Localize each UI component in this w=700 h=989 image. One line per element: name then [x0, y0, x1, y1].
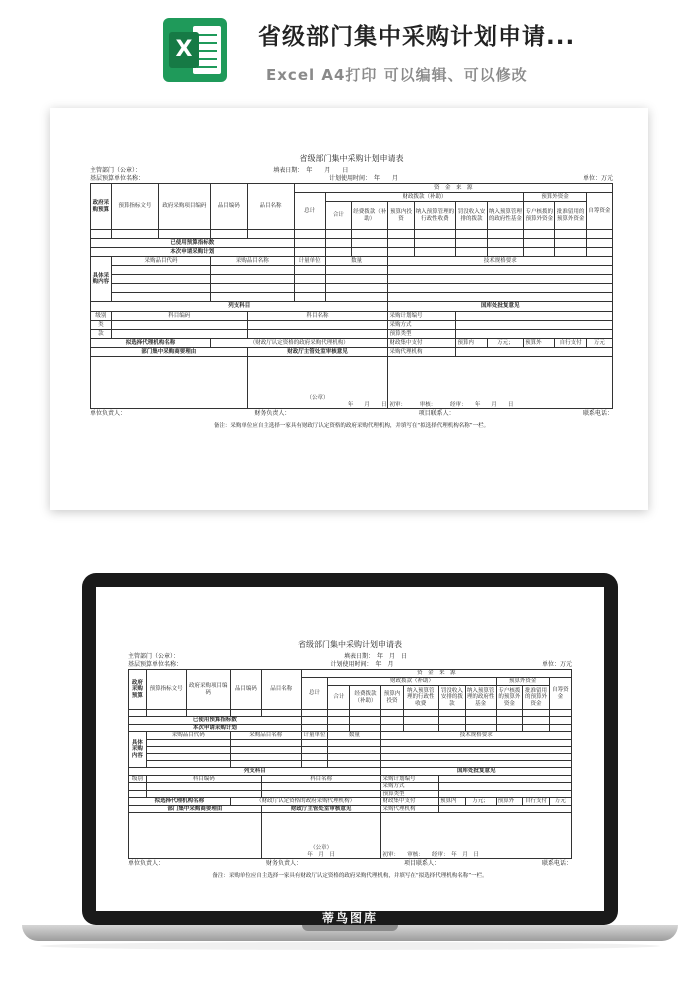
laptop-frame	[82, 573, 618, 925]
form-note: 备注：采购单位应自主选择一家具有财政厅认定资格的政府采购代理机构，并填写在“拟选择代理机构名称”一栏。	[213, 423, 490, 429]
header	[0, 0, 700, 100]
meta-row-1	[90, 167, 613, 175]
unit-label: 单位：万元	[582, 175, 613, 182]
form-table: 政府采购预算 预算指标文号 政府采购项目编码 品目编码 品目名称 资 金 来 源 总计 财政拨款（补助） 预算外资金 自筹资金 合计 经费拨款（补助） 预算内投资 纳入预算管理的行政性收费 罚没收入安排的拨款 纳入预算管理的政府性基金 专户核拨的预算外资金 批准留用的预算外资金 已使用预算指标数 本次申请采购计划 具体采购内容 采购品目代码 采购品目名称 计量单位 数量 技术规格要求 列支科目 国库处批复意见 级别 科目编码 科目名称 采购计划编号 类 采购方式 款 预算类型 拟选择代理机构名称 （财政厅认定资格的政府采购代理机构） 财政集中支付 预算内 万元； 预算外 自行支付 万元 部门集中采购商要理由 财政厅主管处室审核意见 采购代理机构 （公章） 年 月 日 初审： 审核： 经审： 年 月 日	[90, 183, 613, 409]
use-time-field: 计划使用时间： 年 月	[328, 175, 399, 182]
page-subtitle: Excel A4打印 可以编辑、可以修改	[266, 66, 528, 84]
excel-icon	[163, 18, 227, 82]
application-form	[90, 155, 613, 430]
meta-row-2	[90, 175, 613, 183]
form-table-small: 政府采购预算 预算指标文号 政府采购项目编码 品目编码 品目名称 资 金 来 源 总计 财政拨款（补助） 预算外资金 自筹资金 合计 经费拨款（补助） 预算内投资 纳入预算管理的行政性收费 罚没收入安排的拨款 纳入预算管理的政府性基金 专户核拨的预算外资金 批准留用的预算外资金 已使用预算指标数 本次申请采购计划 具体采购内容 采购品目代码 采购品目名称 计量单位 数量 技术规格要求 列支科目 国库处批复意见 级别 科目编码 科目名称 采购计划编号 采购方式 预算类型 拟选择代理机构名称 （财政厅认定资格的政府采购代理机构） 财政集中支付 预算内 万元； 预算外 自行支付 万元 部门集中采购商要理由 财政厅主管处室审核意见 采购代理机构 （公章） 年 月 日 初审： 审核： 经审： 年 月 日	[128, 669, 572, 859]
signature-row: 单位负责人： 财务负责人： 项目联系人： 联系电话：	[90, 410, 613, 417]
form-title-small: 省级部门集中采购计划申请表	[298, 640, 402, 649]
laptop-shadow	[40, 942, 660, 950]
form-title: 省级部门集中采购计划申请表	[299, 154, 404, 163]
application-form-small: 省级部门集中采购计划申请表 主管部门（公章）： 填表日期： 年 月 日 基层预算单位名称： 计划使用时间： 年 月 单位：万元 政府采购预算 预算指标文号 政府采购项目编码 品目编码 品目名称 资 金 来 源 总计 财政拨款（补助） 预算外资金 自筹资金 合计 经费拨款（补助） 预算内投资 纳入预算管理的行政性收费 罚没收入安排的拨款 纳入预算管理的政府性基金 专户核拨的预算外资金 批准留用的预算外资金 已使用预算指标数 本次申请采购计划 具体采购内容 采购品目代码 采购品目名称 计量单位 数量 技术规格要求 列支科目 国库处批复意见 级别 科目编码 科目名称 采购计划编号 采购方式 预算类型 拟选择代理机构名称 （财政厅认定资格的政府采购代理机构） 财政集中支付 预算内 万元； 预算外 自行支付 万元 部门集中采购商要理由 财政厅主管处室审核意见 采购代理机构 （公章） 年 月 日 初审： 审核： 经审： 年 月 日 单位负责人： 财务负责人： 项目联系人： 联系电话： 备注：采购单位应自主选择一家具有财政厅认定资格的政府采购代理机构，并填写在“拟选择代理机构名称”一栏。	[128, 640, 572, 879]
unit-name-label: 基层预算单位名称：	[90, 175, 145, 182]
brand-watermark: 蒂鸟图库	[321, 911, 378, 925]
date-field: 填表日期： 年 月 日	[273, 167, 349, 174]
paper-preview	[50, 108, 648, 510]
page-title: 省级部门集中采购计划申请...	[258, 24, 576, 50]
excel-letter: X	[169, 32, 199, 68]
laptop-screen	[96, 587, 604, 911]
dept-label: 主管部门（公章）：	[90, 167, 142, 174]
